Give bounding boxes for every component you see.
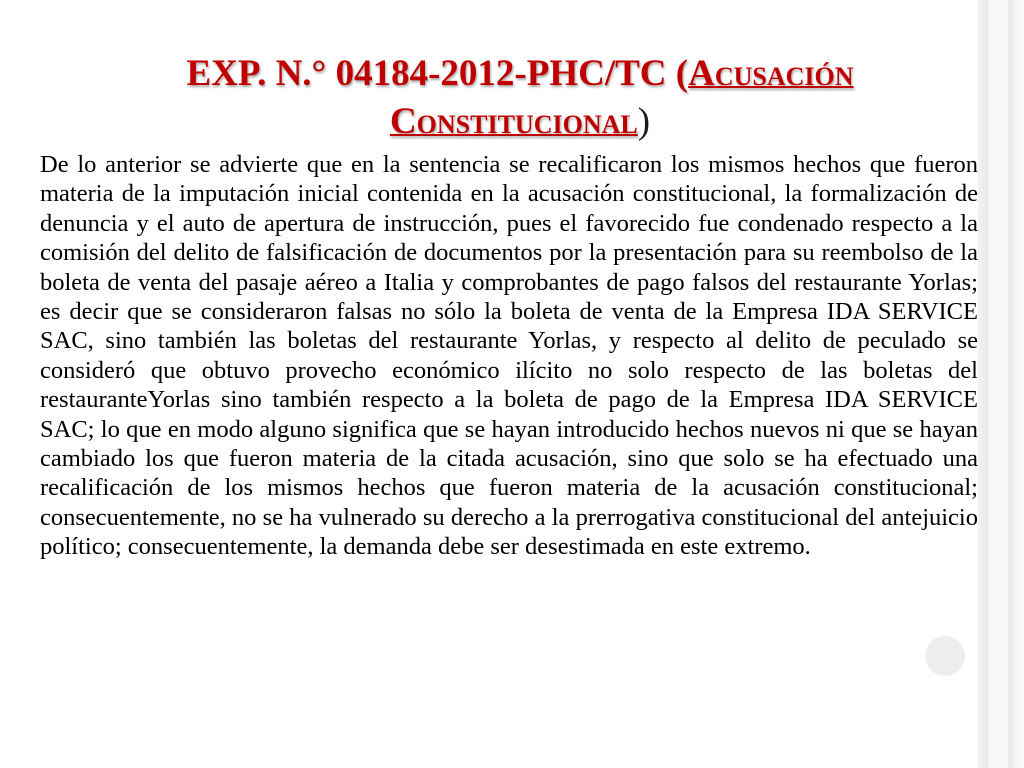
body-paragraph: De lo anterior se advierte que en la sentencia se recalificaron los mismos hechos que fueron materia de la imputación inicial contenida en la acusación constitucional, la formalización de denuncia y el auto de apertura de instrucción, pues el favorecido fue condenado respecto a la comisión del delito de falsificación de documentos por la presentación para su reembolso de la boleta de venta del pasaje aéreo a Italia y comprobantes de pago falsos del restaurante Yorlas; es decir que se consideraron falsas no sólo la boleta de venta de la Empresa IDA SERVICE SAC, sino también las boletas del restaurante Yorlas, y respecto al delito de peculado se consideró que obtuvo provecho económico ilícito no solo respecto de las boletas del restauranteYorlas sino también respecto a la boleta de pago de la Empresa IDA SERVICE SAC; lo que en modo alguno significa que se hayan introducido hechos nuevos ni que se hayan cambiado los que fueron materia de la citada acusación, sino que solo se ha efectuado una recalificación de los mismos hechos que fueron materia de la acusación constitucional; consecuentemente, no se ha vulnerado su derecho a la prerrogativa constitucional del antejuicio político; consecuentemente, la demanda debe ser desestimada en este extremo.: [40, 151, 978, 561]
decorative-right-band: [978, 0, 1024, 768]
decorative-circle: [925, 636, 965, 676]
title-word-constitucional: Constitucional: [389, 101, 638, 142]
title-main: EXP. N.° 04184-2012-PHC/TC (: [186, 53, 689, 94]
title-close-paren: ): [637, 101, 651, 142]
slide-title: [70, 50, 970, 146]
title-word-acusacion: Acusación: [688, 53, 854, 94]
